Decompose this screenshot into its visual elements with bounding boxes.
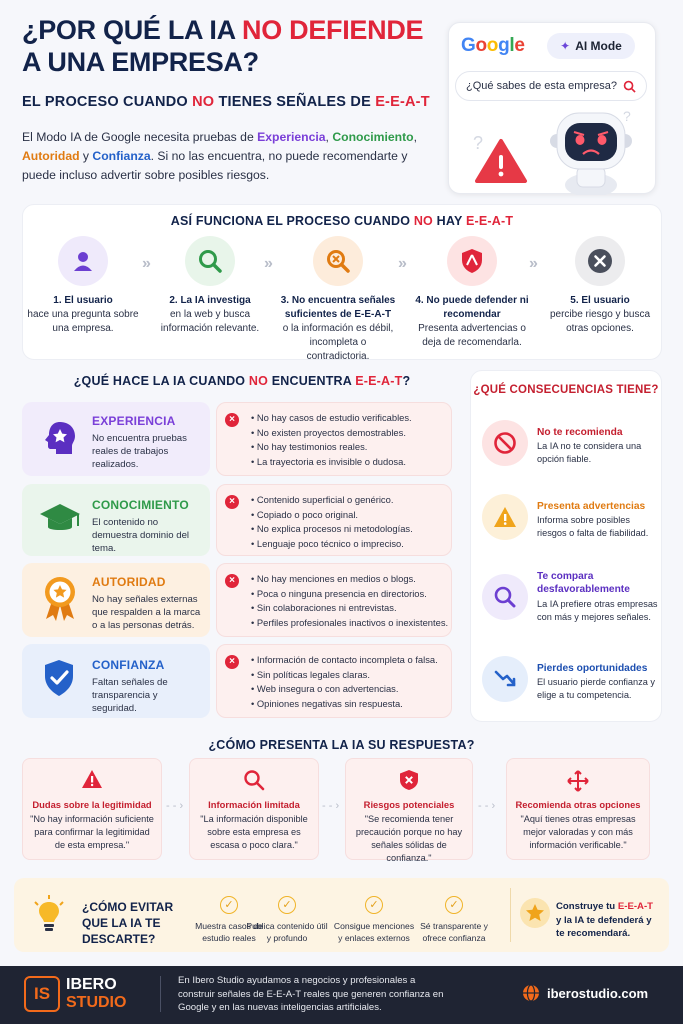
search-icon xyxy=(482,574,528,620)
warning-triangle-icon xyxy=(463,119,533,189)
category-name: AUTORIDAD xyxy=(92,575,166,589)
google-logo: Google xyxy=(461,35,525,56)
avoid-item: ✓ Consigue menciones y enlaces externos xyxy=(332,896,416,944)
divider xyxy=(160,976,161,1012)
list-item: • La trayectoria es invisible o dudosa. xyxy=(251,455,412,470)
ibero-brand: IBERO STUDIO xyxy=(66,976,127,1011)
list-item: • Web insegura o con advertencias. xyxy=(251,682,438,697)
prohibited-icon xyxy=(482,420,528,466)
category-name: CONOCIMIENTO xyxy=(92,498,189,512)
check-icon: ✓ xyxy=(365,896,383,914)
page-subtitle: EL PROCESO CUANDO NO TIENES SEÑALES DE E-E-A-T xyxy=(22,94,430,110)
user-icon xyxy=(58,236,108,286)
check-icon: ✓ xyxy=(445,896,463,914)
response-card: Recomienda otras opciones "Aquí tienes otras empresas mejor valoradas y con más información verificable." xyxy=(506,758,650,860)
shield-alert-icon xyxy=(447,236,497,286)
response-title: ¿CÓMO PRESENTA LA IA SU RESPUESTA? xyxy=(208,738,475,752)
response-card: Riesgos potenciales "Se recomienda tener precaución porque no hay señales sólidas de confianza." xyxy=(345,758,473,860)
list-item: • Copiado o poco original. xyxy=(251,508,413,523)
divider xyxy=(510,888,511,942)
list-item: • Contenido superficial o genérico. xyxy=(251,493,413,508)
issue-list-experiencia xyxy=(216,402,452,476)
issue-list-autoridad xyxy=(216,563,452,637)
arrow-right-icon: - - › xyxy=(478,800,496,812)
list-item: • Opiniones negativas sin respuesta. xyxy=(251,697,438,712)
what-does-title: ¿QUÉ HACE LA IA CUANDO NO ENCUENTRA E-E-A-T? xyxy=(73,374,411,388)
chevron-right-icon: » xyxy=(264,255,273,272)
error-icon: × xyxy=(225,574,239,588)
sparkle-icon: ✦ xyxy=(560,39,571,53)
chevron-right-icon: » xyxy=(529,255,538,272)
consequences-title: ¿QUÉ CONSECUENCIAS TIENE? xyxy=(473,384,659,396)
category-name: CONFIANZA xyxy=(92,658,165,672)
list-item: • Poca o ninguna presencia en directorios. xyxy=(251,587,448,602)
list-item: • Lenguaje poco técnico o impreciso. xyxy=(251,537,413,552)
chevron-right-icon: » xyxy=(142,255,151,272)
check-icon: ✓ xyxy=(220,896,238,914)
award-badge-icon xyxy=(42,575,78,621)
consequence-item: Pierdes oportunidades El usuario pierde confianza y elige a tu competencia. xyxy=(482,656,662,716)
svg-text:?: ? xyxy=(473,133,484,153)
list-item: • No existen proyectos demostrables. xyxy=(251,426,412,441)
ai-mode-button[interactable]: ✦ AI Mode xyxy=(547,33,635,59)
process-step-5: 5. El usuario percibe riesgo y busca otras opciones. xyxy=(541,236,659,336)
issue-list-confianza xyxy=(216,644,452,718)
check-icon: ✓ xyxy=(278,896,296,914)
intro-text: El Modo IA de Google necesita pruebas de Experiencia, Conocimiento, Autoridad y Confianza. Si no las encuentra, no puede recomendarte y puede incluso advertir sobre posibles riesgos. xyxy=(22,130,417,182)
google-ai-card xyxy=(448,22,656,194)
category-conocimiento xyxy=(22,484,210,556)
consequence-item: No te recomienda La IA no te considera una opción fiable. xyxy=(482,420,662,480)
graduation-cap-icon xyxy=(38,502,82,536)
error-icon: × xyxy=(225,655,239,669)
error-icon: × xyxy=(225,495,239,509)
list-item: • Sin colaboraciones ni entrevistas. xyxy=(251,601,448,616)
avoid-cta: Construye tu E-E-A-T y la IA te defenderá y te recomendará. xyxy=(556,901,654,939)
close-circle-icon xyxy=(575,236,625,286)
footer-text: En Ibero Studio ayudamos a negocios y profesionales a construir señales de E-E-A-T reales que generen confianza en Google y en las nuevas inteligencias artificiales. xyxy=(178,975,444,1013)
list-item: • No hay testimonios reales. xyxy=(251,440,412,455)
process-step-4: 4. No puede defender ni recomendar Presenta advertencias o deja de recomendarla. xyxy=(413,236,531,350)
search-icon xyxy=(243,769,265,791)
error-icon: × xyxy=(225,413,239,427)
shield-x-icon xyxy=(399,769,419,791)
warning-icon xyxy=(81,769,103,789)
globe-icon xyxy=(522,984,540,1002)
avoid-item: ✓ Muestra casos de estudio reales xyxy=(186,896,272,944)
list-item: • No explica procesos ni metodologías. xyxy=(251,522,413,537)
page-title: ¿POR QUÉ LA IA NO DEFIENDE A UNA EMPRESA? xyxy=(22,15,424,77)
consequence-item: Te compara desfavorablemente La IA prefiere otras empresas con más y mejores señales. xyxy=(482,570,662,640)
process-step-3: 3. No encuentra señales suficientes de E-E-A-T o la información es débil, incompleta o contradictoria. xyxy=(279,236,397,364)
category-desc: El contenido no demuestra dominio del tema. xyxy=(92,517,190,554)
chevron-right-icon: » xyxy=(398,255,407,272)
process-title: ASÍ FUNCIONA EL PROCESO CUANDO NO HAY E-E-A-T xyxy=(170,214,514,228)
svg-text:?: ? xyxy=(623,108,631,124)
consequence-item: Presenta advertencias Informa sobre posibles riesgos o falta de fiabilidad. xyxy=(482,494,662,554)
magnifier-icon xyxy=(185,236,235,286)
list-item: • Información de contacto incompleta o falsa. xyxy=(251,653,438,668)
category-experiencia xyxy=(22,402,210,476)
category-desc: No hay señales externas que respalden a la marca o a las personas detrás. xyxy=(92,594,201,631)
search-input[interactable]: ¿Qué sabes de esta empresa? xyxy=(455,71,647,101)
sad-robot-icon xyxy=(541,107,641,195)
arrow-right-icon: - - › xyxy=(166,800,184,812)
lightbulb-icon xyxy=(32,894,66,934)
avoid-title: ¿CÓMO EVITAR QUE LA IA TE DESCARTE? xyxy=(82,900,174,946)
avoid-item: ✓ Sé transparente y ofrece confianza xyxy=(412,896,496,944)
category-autoridad xyxy=(22,563,210,637)
arrow-right-icon: - - › xyxy=(322,800,340,812)
list-item: • No hay menciones en medios o blogs. xyxy=(251,572,448,587)
category-name: EXPERIENCIA xyxy=(92,414,176,428)
move-arrows-icon xyxy=(566,769,590,793)
ibero-logo: IS xyxy=(24,976,60,1012)
list-item: • Perfiles profesionales inactivos o inexistentes. xyxy=(251,616,448,631)
category-desc: No encuentra pruebas reales de trabajos realizados. xyxy=(92,433,187,470)
star-icon xyxy=(520,898,550,928)
response-card: Información limitada "La información disponible sobre esta empresa es escasa o poco clara." xyxy=(189,758,319,860)
category-desc: Faltan señales de transparencia y seguridad. xyxy=(92,677,168,714)
search-error-icon xyxy=(313,236,363,286)
head-star-icon xyxy=(40,418,80,458)
trend-down-icon xyxy=(482,656,528,702)
process-step-2: 2. La IA investiga en la web y busca información relevante. xyxy=(151,236,269,336)
website-link[interactable]: iberostudio.com xyxy=(522,984,648,1002)
search-icon xyxy=(623,80,636,93)
response-card: Dudas sobre la legitimidad "No hay información suficiente para confirmar la legitimidad de esta empresa." xyxy=(22,758,162,860)
category-confianza xyxy=(22,644,210,718)
list-item: • Sin políticas legales claras. xyxy=(251,668,438,683)
list-item: • No hay casos de estudio verificables. xyxy=(251,411,412,426)
shield-check-icon xyxy=(42,658,76,698)
avoid-item: ✓ Publica contenido útil y profundo xyxy=(246,896,328,944)
warning-icon xyxy=(482,494,528,540)
issue-list-conocimiento xyxy=(216,484,452,556)
process-step-1: 1. El usuario hace una pregunta sobre una empresa. xyxy=(24,236,142,336)
